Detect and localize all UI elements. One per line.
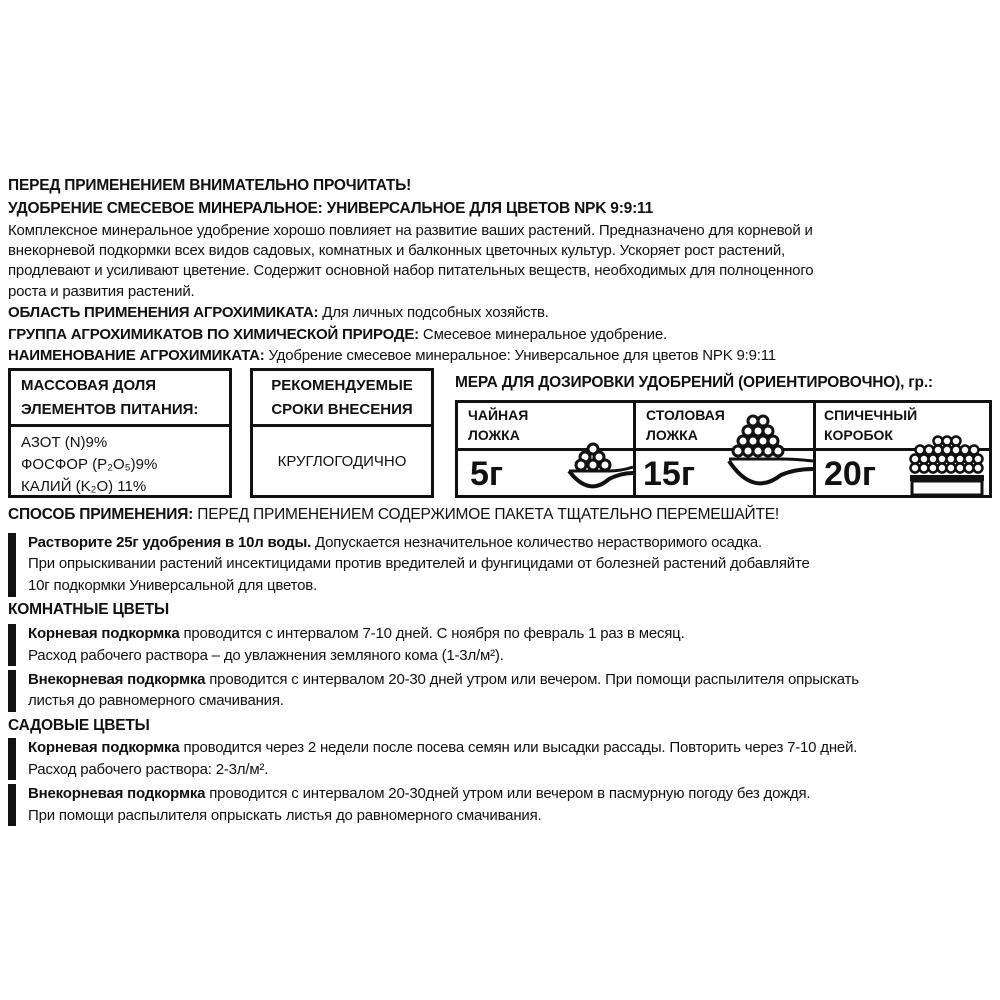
info-scope bbox=[8, 303, 549, 323]
info-value: Смесевое минеральное удобрение. bbox=[418, 326, 667, 343]
nutrient-item: ФОСФОР (P₂O₅)9% bbox=[21, 456, 158, 473]
method-line bbox=[8, 505, 779, 525]
text: проводится с интервалом 7-10 дней. С ноября по февраль 1 раз в месяц. bbox=[179, 625, 685, 642]
method-value: ПЕРЕД ПРИМЕНЕНИЕМ СОДЕРЖИМОЕ ПАКЕТА ТЩАТЕЛЬНО ПЕРЕМЕШАЙТЕ! bbox=[193, 506, 780, 523]
section-bar bbox=[8, 670, 16, 712]
matchbox-icon bbox=[904, 433, 986, 497]
section-bar bbox=[8, 624, 16, 666]
garden-foliar-line bbox=[28, 784, 810, 804]
label-line: СТОЛОВАЯ bbox=[646, 407, 725, 423]
warning-heading: ПЕРЕД ПРИМЕНЕНИЕМ ВНИМАТЕЛЬНО ПРОЧИТАТЬ! bbox=[8, 177, 412, 194]
info-label: ГРУППА АГРОХИМИКАТОВ ПО ХИМИЧЕСКОЙ ПРИРОДЕ: bbox=[8, 326, 419, 343]
text: Допускается незначительное количество нерастворимого осадка. bbox=[311, 534, 763, 551]
nutrient-item: АЗОТ (N)9% bbox=[21, 434, 108, 451]
label-line: ЧАЙНАЯ bbox=[468, 407, 529, 423]
divider bbox=[253, 424, 431, 427]
general-line: При опрыскивании растений инсектицидами против вредителей и фунгицидами от болезней растений добавляйте bbox=[28, 555, 810, 572]
text: проводится через 2 недели после посева семян или высадки рассады. Повторить через 7-10 дней. bbox=[179, 739, 858, 756]
timing-title: РЕКОМЕНДУЕМЫЕ bbox=[271, 377, 413, 394]
teaspoon-label bbox=[468, 405, 528, 445]
teaspoon-icon bbox=[563, 435, 635, 495]
description-line: Комплексное минеральное удобрение хорошо повлияет на развитие ваших растений. Предназначено для корневой и bbox=[8, 222, 813, 239]
timing-box bbox=[250, 368, 434, 498]
tablespoon-icon bbox=[723, 413, 815, 497]
label-line: СПИЧЕЧНЫЙ bbox=[824, 407, 918, 423]
section-bar bbox=[8, 784, 16, 826]
info-value: Для личных подсобных хозяйств. bbox=[318, 304, 549, 321]
garden-root-line: Расход рабочего раствора: 2-3л/м². bbox=[28, 761, 269, 778]
text: проводится с интервалом 20-30дней утром или вечером в пасмурную погоду без дождя. bbox=[205, 785, 811, 802]
divider bbox=[11, 424, 229, 427]
section-bar bbox=[8, 533, 16, 597]
general-line bbox=[28, 533, 762, 553]
dosage-box bbox=[455, 400, 992, 498]
text: проводится с интервалом 20-30 дней утром или вечером. При помощи распылителя опрыскать bbox=[205, 671, 859, 688]
garden-title: САДОВЫЕ ЦВЕТЫ bbox=[8, 717, 150, 734]
info-name bbox=[8, 346, 776, 366]
bold-text: Внекорневая подкормка bbox=[28, 785, 206, 802]
dosage-title: МЕРА ДЛЯ ДОЗИРОВКИ УДОБРЕНИЙ (ОРИЕНТИРОВОЧНО), гр.: bbox=[455, 374, 933, 391]
product-heading: УДОБРЕНИЕ СМЕСЕВОЕ МИНЕРАЛЬНОЕ: УНИВЕРСАЛЬНОЕ ДЛЯ ЦВЕТОВ NPK 9:9:11 bbox=[8, 200, 654, 217]
info-value: Удобрение смесевое минеральное: Универсальное для цветов NPK 9:9:11 bbox=[264, 347, 776, 364]
nutrients-title: ЭЛЕМЕНТОВ ПИТАНИЯ: bbox=[21, 401, 199, 418]
description-line: внекорневой подкормки всех видов садовых, комнатных и балконных цветочных культур. Ускоряет рост растений, bbox=[8, 242, 785, 259]
indoor-foliar-line: листья до равномерного смачивания. bbox=[28, 692, 284, 709]
tablespoon-label bbox=[646, 405, 725, 445]
timing-value: КРУГЛОГОДИЧНО bbox=[277, 453, 407, 470]
nutrient-item: КАЛИЙ (K₂O) 11% bbox=[21, 478, 147, 495]
bold-text: Корневая подкормка bbox=[28, 625, 180, 642]
info-label: НАИМЕНОВАНИЕ АГРОХИМИКАТА: bbox=[8, 347, 265, 364]
nutrients-box bbox=[8, 368, 232, 498]
section-bar bbox=[8, 738, 16, 780]
bold-text: Корневая подкормка bbox=[28, 739, 180, 756]
info-group bbox=[8, 325, 667, 345]
label-line: ЛОЖКА bbox=[468, 427, 520, 443]
general-line: 10г подкормки Универсальной для цветов. bbox=[28, 577, 318, 594]
garden-root-line bbox=[28, 738, 857, 758]
info-label: ОБЛАСТЬ ПРИМЕНЕНИЯ АГРОХИМИКАТА: bbox=[8, 304, 319, 321]
nutrients-title: МАССОВАЯ ДОЛЯ bbox=[21, 377, 157, 394]
bold-text: Растворите 25г удобрения в 10л воды. bbox=[28, 534, 312, 551]
bold-text: Внекорневая подкормка bbox=[28, 671, 206, 688]
tablespoon-amount: 15г bbox=[643, 455, 695, 493]
description-line: продлевают и усиливают цветение. Содержит основной набор питательных веществ, необходимых для полноценного bbox=[8, 262, 814, 279]
timing-title: СРОКИ ВНЕСЕНИЯ bbox=[271, 401, 413, 418]
label-line: ЛОЖКА bbox=[646, 427, 698, 443]
matchbox-amount: 20г bbox=[824, 455, 876, 493]
indoor-foliar-line bbox=[28, 670, 859, 690]
garden-foliar-line: При помощи распылителя опрыскать листья до равномерного смачивания. bbox=[28, 807, 542, 824]
description-line: роста и развития растений. bbox=[8, 283, 195, 300]
indoor-root-line: Расход рабочего раствора – до увлажнения земляного кома (1-3л/м²). bbox=[28, 647, 504, 664]
method-label: СПОСОБ ПРИМЕНЕНИЯ: bbox=[8, 506, 194, 523]
indoor-title: КОМНАТНЫЕ ЦВЕТЫ bbox=[8, 601, 170, 618]
teaspoon-amount: 5г bbox=[470, 455, 504, 493]
label-line: КОРОБОК bbox=[824, 427, 893, 443]
indoor-root-line bbox=[28, 624, 685, 644]
